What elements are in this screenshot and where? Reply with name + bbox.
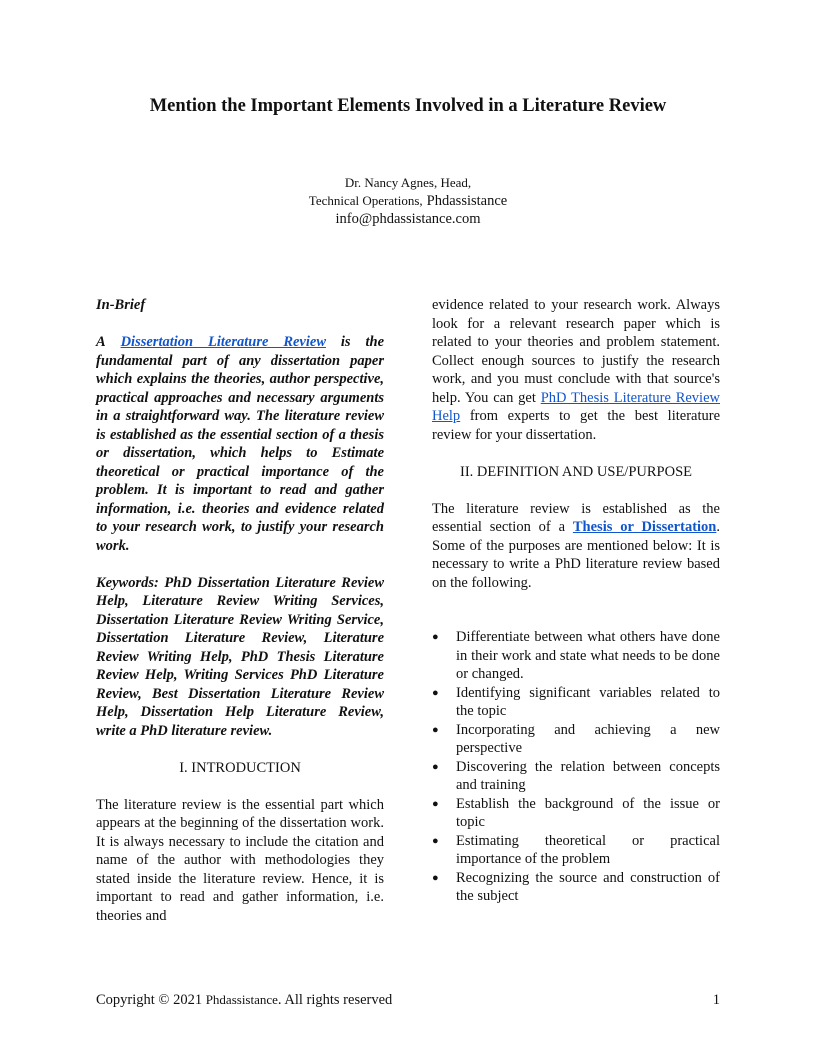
list-item: ● Recognizing the source and construction of the subject (432, 869, 720, 906)
definition-paragraph (432, 500, 720, 593)
list-item: ● Discovering the relation between concepts and training (432, 758, 720, 795)
author-email: info@phdassistance.com (335, 211, 481, 227)
footer-copyright (96, 991, 392, 1009)
definition-heading: II. DEFINITION AND USE/PURPOSE (459, 463, 692, 480)
author-role-line (0, 192, 816, 210)
definition-pre: The literature review is established as the essential section of a (432, 500, 720, 535)
left-column (96, 296, 384, 925)
purposes-list (432, 628, 720, 906)
footer-org: Phdassistance (205, 992, 278, 1007)
author-block (0, 174, 816, 228)
list-item: ● Differentiate between what others have done in their work and state what needs to be done or changed. (432, 628, 720, 684)
copyright-text: Copyright © 2021 (96, 992, 203, 1008)
list-item: ● Incorporating and achieving a new perspective (432, 721, 720, 758)
author-role: Technical Operations, (308, 193, 423, 208)
definition-post: . Some of the purposes are mentioned below: It is necessary to write a PhD literature review based on the following. (432, 519, 720, 591)
list-item: ● Estimating theoretical or practical importance of the problem (432, 832, 720, 869)
intro-continuation (432, 296, 720, 444)
list-item: ● Identifying significant variables related to the topic (432, 684, 720, 721)
dissertation-literature-review-link[interactable]: Dissertation Literature Review (120, 334, 326, 350)
intro-cont-post: from experts to get the best literature review for your dissertation. (432, 408, 720, 443)
right-column (432, 296, 720, 906)
intro-paragraph: The literature review is the essential part which appears at the beginning of the dissertation work. It is always necessary to include the citation and name of the author with methodologies they stated inside the literature review. Hence, it is important to read and gather information, i.e. theories and (96, 796, 384, 924)
brief-heading: In-Brief (96, 297, 146, 313)
page-number: 1 (712, 992, 720, 1008)
brief-text-1: is the fundamental part of any dissertation paper which explains the theories, author perspective, practical approaches and necessary arguments in a straightforward way. (96, 334, 385, 424)
author-name: Dr. Nancy Agnes, Head, (344, 175, 472, 190)
author-org: Phdassistance (426, 193, 508, 209)
brief-paragraph (96, 333, 384, 555)
brief-pre: A (96, 334, 106, 350)
intro-heading: I. INTRODUCTION (179, 759, 301, 776)
brief-text-2: The literature review is established as the essential section of a thesis or dissertation, which helps to Estimate theoretical or practical importance of the problem. It is important to read and gather information, i.e. theories and evidence related to your research work, to justify your research work. (96, 408, 385, 554)
phd-thesis-literature-review-help-link[interactable]: PhD Thesis Literature Review Help (432, 389, 720, 424)
thesis-or-dissertation-link[interactable]: Thesis or Dissertation (572, 519, 717, 535)
footer-rights: . All rights reserved (277, 992, 393, 1008)
intro-cont-pre: evidence related to your research work. Always look for a relevant research paper which is related to your theories and problem statement. Collect enough sources to justify the research work, and you must conclude with that source's help. You can get (432, 297, 720, 406)
list-item: ● Establish the background of the issue or topic (432, 795, 720, 832)
paper-title: Mention the Important Elements Involved in a Literature Review (149, 96, 667, 116)
keywords-paragraph: Keywords: PhD Dissertation Literature Review Help, Literature Review Writing Services, Dissertation Literature Review Writing Service, Dissertation Literature Review, Literature Review Writing Help, PhD Thesis Literature Review Help, Writing Services PhD Literature Review, Best Dissertation Literature Review Help, Dissertation Help Literature Review, write a PhD literature review. (96, 574, 384, 739)
